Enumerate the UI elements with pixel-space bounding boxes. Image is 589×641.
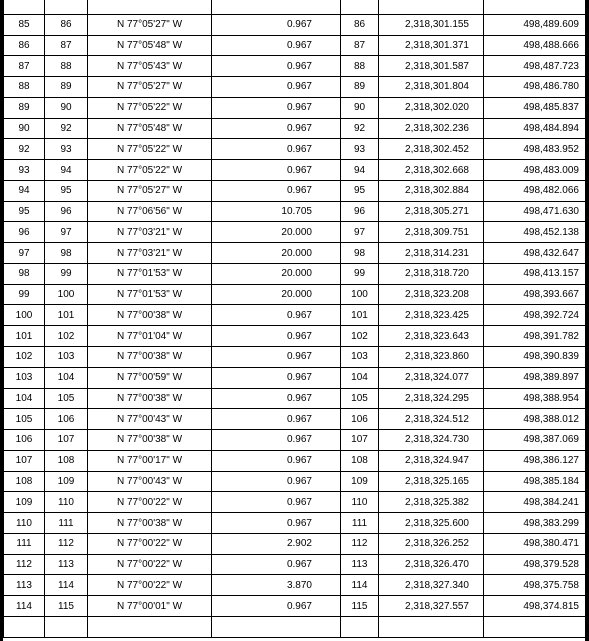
y-coordinate-cell: 2,318,302.884 <box>379 180 484 201</box>
bearing-cell: N 77°05'22" W <box>88 160 212 181</box>
x-coordinate-cell: 498,385.184 <box>484 471 586 492</box>
from-point-cell: 109 <box>4 492 45 513</box>
from-point-cell: 85 <box>4 14 45 35</box>
station-cell: 102 <box>341 326 379 347</box>
bearing-cell: N 77°00'22" W <box>88 575 212 596</box>
x-coordinate-cell: 498,392.724 <box>484 305 586 326</box>
y-coordinate-cell: 2,318,324.947 <box>379 450 484 471</box>
bearing-cell: N 77°05'27" W <box>88 180 212 201</box>
bearing-cell: N 77°03'21" W <box>88 243 212 264</box>
station-cell <box>341 616 379 637</box>
bearing-cell <box>88 0 212 14</box>
bearing-cell: N 77°01'53" W <box>88 284 212 305</box>
to-point-cell: 94 <box>45 160 88 181</box>
to-point-cell: 106 <box>45 409 88 430</box>
y-coordinate-cell: 2,318,302.452 <box>379 139 484 160</box>
distance-cell: 20.000 <box>212 263 341 284</box>
to-point-cell: 108 <box>45 450 88 471</box>
distance-cell: 0.967 <box>212 97 341 118</box>
distance-cell: 0.967 <box>212 14 341 35</box>
y-coordinate-cell: 2,318,309.751 <box>379 222 484 243</box>
x-coordinate-cell <box>484 616 586 637</box>
to-point-cell: 115 <box>45 596 88 617</box>
x-coordinate-cell: 498,383.299 <box>484 513 586 534</box>
distance-cell: 0.967 <box>212 160 341 181</box>
distance-cell: 0.967 <box>212 347 341 368</box>
x-coordinate-cell: 498,413.157 <box>484 263 586 284</box>
table-row <box>4 367 586 388</box>
station-cell: 114 <box>341 575 379 596</box>
distance-cell: 0.967 <box>212 56 341 77</box>
from-point-cell <box>4 0 45 14</box>
station-cell: 107 <box>341 430 379 451</box>
table-row <box>4 97 586 118</box>
distance-cell: 0.967 <box>212 305 341 326</box>
x-coordinate-cell: 498,389.897 <box>484 367 586 388</box>
from-point-cell: 99 <box>4 284 45 305</box>
distance-cell: 0.967 <box>212 35 341 56</box>
to-point-cell: 95 <box>45 180 88 201</box>
x-coordinate-cell: 498,482.066 <box>484 180 586 201</box>
distance-cell: 0.967 <box>212 180 341 201</box>
to-point-cell <box>45 616 88 637</box>
bearing-cell: N 77°00'22" W <box>88 554 212 575</box>
table-row <box>4 0 586 14</box>
x-coordinate-cell: 498,483.009 <box>484 160 586 181</box>
station-cell: 87 <box>341 35 379 56</box>
y-coordinate-cell: 2,318,301.155 <box>379 14 484 35</box>
y-coordinate-cell: 2,318,305.271 <box>379 201 484 222</box>
table-row <box>4 180 586 201</box>
station-cell: 103 <box>341 347 379 368</box>
distance-cell: 20.000 <box>212 243 341 264</box>
distance-cell: 0.967 <box>212 596 341 617</box>
x-coordinate-cell: 498,384.241 <box>484 492 586 513</box>
x-coordinate-cell: 498,390.839 <box>484 347 586 368</box>
to-point-cell: 114 <box>45 575 88 596</box>
station-cell: 90 <box>341 97 379 118</box>
x-coordinate-cell: 498,489.609 <box>484 14 586 35</box>
x-coordinate-cell: 498,484.894 <box>484 118 586 139</box>
y-coordinate-cell <box>379 616 484 637</box>
x-coordinate-cell: 498,487.723 <box>484 56 586 77</box>
x-coordinate-cell: 498,452.138 <box>484 222 586 243</box>
from-point-cell: 105 <box>4 409 45 430</box>
to-point-cell: 105 <box>45 388 88 409</box>
from-point-cell: 89 <box>4 97 45 118</box>
coordinate-table <box>3 0 586 638</box>
from-point-cell: 97 <box>4 243 45 264</box>
y-coordinate-cell: 2,318,325.165 <box>379 471 484 492</box>
y-coordinate-cell: 2,318,327.340 <box>379 575 484 596</box>
bearing-cell: N 77°05'22" W <box>88 139 212 160</box>
y-coordinate-cell: 2,318,325.600 <box>379 513 484 534</box>
distance-cell <box>212 0 341 14</box>
to-point-cell: 104 <box>45 367 88 388</box>
bearing-cell: N 77°05'27" W <box>88 14 212 35</box>
distance-cell: 0.967 <box>212 118 341 139</box>
table-row <box>4 554 586 575</box>
table-row <box>4 305 586 326</box>
y-coordinate-cell: 2,318,302.668 <box>379 160 484 181</box>
x-coordinate-cell: 498,387.069 <box>484 430 586 451</box>
x-coordinate-cell: 498,375.758 <box>484 575 586 596</box>
table-row <box>4 14 586 35</box>
table-row <box>4 471 586 492</box>
x-coordinate-cell: 498,374.815 <box>484 596 586 617</box>
to-point-cell: 96 <box>45 201 88 222</box>
distance-cell: 0.967 <box>212 139 341 160</box>
x-coordinate-cell: 498,379.528 <box>484 554 586 575</box>
y-coordinate-cell: 2,318,301.371 <box>379 35 484 56</box>
x-coordinate-cell: 498,432.647 <box>484 243 586 264</box>
station-cell: 112 <box>341 533 379 554</box>
x-coordinate-cell: 498,391.782 <box>484 326 586 347</box>
station-cell: 92 <box>341 118 379 139</box>
from-point-cell: 106 <box>4 430 45 451</box>
x-coordinate-cell: 498,386.127 <box>484 450 586 471</box>
x-coordinate-cell: 498,488.666 <box>484 35 586 56</box>
to-point-cell: 111 <box>45 513 88 534</box>
to-point-cell: 97 <box>45 222 88 243</box>
from-point-cell: 88 <box>4 77 45 98</box>
from-point-cell: 86 <box>4 35 45 56</box>
y-coordinate-cell: 2,318,302.236 <box>379 118 484 139</box>
station-cell: 101 <box>341 305 379 326</box>
station-cell: 89 <box>341 77 379 98</box>
to-point-cell: 92 <box>45 118 88 139</box>
from-point-cell: 93 <box>4 160 45 181</box>
x-coordinate-cell: 498,388.012 <box>484 409 586 430</box>
table-row <box>4 222 586 243</box>
from-point-cell: 103 <box>4 367 45 388</box>
distance-cell: 0.967 <box>212 450 341 471</box>
y-coordinate-cell: 2,318,323.860 <box>379 347 484 368</box>
distance-cell: 0.967 <box>212 513 341 534</box>
distance-cell: 2.902 <box>212 533 341 554</box>
distance-cell: 0.967 <box>212 471 341 492</box>
table-row <box>4 118 586 139</box>
station-cell: 108 <box>341 450 379 471</box>
station-cell <box>341 0 379 14</box>
table-row <box>4 243 586 264</box>
station-cell: 97 <box>341 222 379 243</box>
distance-cell: 0.967 <box>212 77 341 98</box>
station-cell: 105 <box>341 388 379 409</box>
station-cell: 95 <box>341 180 379 201</box>
station-cell: 86 <box>341 14 379 35</box>
bearing-cell: N 77°05'43" W <box>88 56 212 77</box>
to-point-cell: 110 <box>45 492 88 513</box>
to-point-cell: 109 <box>45 471 88 492</box>
from-point-cell: 92 <box>4 139 45 160</box>
station-cell: 88 <box>341 56 379 77</box>
distance-cell: 0.967 <box>212 554 341 575</box>
bearing-cell: N 77°00'38" W <box>88 305 212 326</box>
bearing-cell: N 77°05'48" W <box>88 35 212 56</box>
y-coordinate-cell: 2,318,324.295 <box>379 388 484 409</box>
station-cell: 104 <box>341 367 379 388</box>
bearing-cell: N 77°06'56" W <box>88 201 212 222</box>
from-point-cell: 114 <box>4 596 45 617</box>
bearing-cell: N 77°00'01" W <box>88 596 212 617</box>
to-point-cell: 103 <box>45 347 88 368</box>
from-point-cell: 110 <box>4 513 45 534</box>
bearing-cell: N 77°00'17" W <box>88 450 212 471</box>
bearing-cell: N 77°05'22" W <box>88 97 212 118</box>
bearing-cell: N 77°00'59" W <box>88 367 212 388</box>
y-coordinate-cell: 2,318,325.382 <box>379 492 484 513</box>
distance-cell: 0.967 <box>212 430 341 451</box>
station-cell: 99 <box>341 263 379 284</box>
from-point-cell: 100 <box>4 305 45 326</box>
to-point-cell: 101 <box>45 305 88 326</box>
table-row <box>4 492 586 513</box>
station-cell: 109 <box>341 471 379 492</box>
table-row <box>4 409 586 430</box>
to-point-cell: 100 <box>45 284 88 305</box>
to-point-cell: 90 <box>45 97 88 118</box>
station-cell: 106 <box>341 409 379 430</box>
station-cell: 111 <box>341 513 379 534</box>
station-cell: 110 <box>341 492 379 513</box>
from-point-cell: 96 <box>4 222 45 243</box>
table-row <box>4 284 586 305</box>
from-point-cell: 102 <box>4 347 45 368</box>
from-point-cell: 113 <box>4 575 45 596</box>
table-row <box>4 77 586 98</box>
table-row <box>4 596 586 617</box>
table-row <box>4 160 586 181</box>
y-coordinate-cell: 2,318,326.470 <box>379 554 484 575</box>
station-cell: 98 <box>341 243 379 264</box>
table-row <box>4 263 586 284</box>
from-point-cell: 90 <box>4 118 45 139</box>
table-row <box>4 616 586 637</box>
y-coordinate-cell: 2,318,326.252 <box>379 533 484 554</box>
table-row <box>4 513 586 534</box>
from-point-cell <box>4 616 45 637</box>
table-row <box>4 450 586 471</box>
table-row <box>4 533 586 554</box>
coordinate-table-body <box>4 0 586 637</box>
from-point-cell: 112 <box>4 554 45 575</box>
bearing-cell: N 77°01'53" W <box>88 263 212 284</box>
station-cell: 115 <box>341 596 379 617</box>
y-coordinate-cell: 2,318,327.557 <box>379 596 484 617</box>
table-row <box>4 388 586 409</box>
from-point-cell: 94 <box>4 180 45 201</box>
bearing-cell: N 77°01'04" W <box>88 326 212 347</box>
to-point-cell: 88 <box>45 56 88 77</box>
bearing-cell <box>88 616 212 637</box>
y-coordinate-cell: 2,318,302.020 <box>379 97 484 118</box>
from-point-cell: 98 <box>4 263 45 284</box>
to-point-cell: 98 <box>45 243 88 264</box>
from-point-cell: 107 <box>4 450 45 471</box>
to-point-cell: 93 <box>45 139 88 160</box>
bearing-cell: N 77°03'21" W <box>88 222 212 243</box>
table-row <box>4 201 586 222</box>
bearing-cell: N 77°00'43" W <box>88 409 212 430</box>
bearing-cell: N 77°00'22" W <box>88 492 212 513</box>
table-row <box>4 575 586 596</box>
y-coordinate-cell: 2,318,324.730 <box>379 430 484 451</box>
x-coordinate-cell: 498,393.667 <box>484 284 586 305</box>
distance-cell: 0.967 <box>212 367 341 388</box>
bearing-cell: N 77°05'48" W <box>88 118 212 139</box>
to-point-cell: 99 <box>45 263 88 284</box>
to-point-cell: 102 <box>45 326 88 347</box>
x-coordinate-cell: 498,486.780 <box>484 77 586 98</box>
to-point-cell: 107 <box>45 430 88 451</box>
distance-cell: 0.967 <box>212 388 341 409</box>
distance-cell: 0.967 <box>212 326 341 347</box>
bearing-cell: N 77°00'38" W <box>88 513 212 534</box>
from-point-cell: 104 <box>4 388 45 409</box>
distance-cell: 0.967 <box>212 492 341 513</box>
from-point-cell: 87 <box>4 56 45 77</box>
x-coordinate-cell: 498,483.952 <box>484 139 586 160</box>
y-coordinate-cell: 2,318,324.512 <box>379 409 484 430</box>
distance-cell: 20.000 <box>212 284 341 305</box>
from-point-cell: 111 <box>4 533 45 554</box>
to-point-cell <box>45 0 88 14</box>
y-coordinate-cell: 2,318,318.720 <box>379 263 484 284</box>
table-row <box>4 326 586 347</box>
bearing-cell: N 77°00'22" W <box>88 533 212 554</box>
bearing-cell: N 77°00'43" W <box>88 471 212 492</box>
table-row <box>4 347 586 368</box>
y-coordinate-cell: 2,318,324.077 <box>379 367 484 388</box>
x-coordinate-cell: 498,471.630 <box>484 201 586 222</box>
to-point-cell: 87 <box>45 35 88 56</box>
y-coordinate-cell: 2,318,323.425 <box>379 305 484 326</box>
station-cell: 96 <box>341 201 379 222</box>
bearing-cell: N 77°00'38" W <box>88 430 212 451</box>
y-coordinate-cell <box>379 0 484 14</box>
to-point-cell: 86 <box>45 14 88 35</box>
to-point-cell: 89 <box>45 77 88 98</box>
y-coordinate-cell: 2,318,301.804 <box>379 77 484 98</box>
y-coordinate-cell: 2,318,301.587 <box>379 56 484 77</box>
table-row <box>4 35 586 56</box>
to-point-cell: 113 <box>45 554 88 575</box>
table-row <box>4 139 586 160</box>
bearing-cell: N 77°05'27" W <box>88 77 212 98</box>
x-coordinate-cell <box>484 0 586 14</box>
from-point-cell: 95 <box>4 201 45 222</box>
distance-cell: 3.870 <box>212 575 341 596</box>
station-cell: 100 <box>341 284 379 305</box>
table-row <box>4 430 586 451</box>
to-point-cell: 112 <box>45 533 88 554</box>
y-coordinate-cell: 2,318,314.231 <box>379 243 484 264</box>
distance-cell <box>212 616 341 637</box>
x-coordinate-cell: 498,485.837 <box>484 97 586 118</box>
table-row <box>4 56 586 77</box>
x-coordinate-cell: 498,380.471 <box>484 533 586 554</box>
bearing-cell: N 77°00'38" W <box>88 388 212 409</box>
bearing-cell: N 77°00'38" W <box>88 347 212 368</box>
distance-cell: 10.705 <box>212 201 341 222</box>
distance-cell: 20.000 <box>212 222 341 243</box>
from-point-cell: 108 <box>4 471 45 492</box>
y-coordinate-cell: 2,318,323.643 <box>379 326 484 347</box>
station-cell: 94 <box>341 160 379 181</box>
station-cell: 93 <box>341 139 379 160</box>
y-coordinate-cell: 2,318,323.208 <box>379 284 484 305</box>
station-cell: 113 <box>341 554 379 575</box>
distance-cell: 0.967 <box>212 409 341 430</box>
x-coordinate-cell: 498,388.954 <box>484 388 586 409</box>
from-point-cell: 101 <box>4 326 45 347</box>
